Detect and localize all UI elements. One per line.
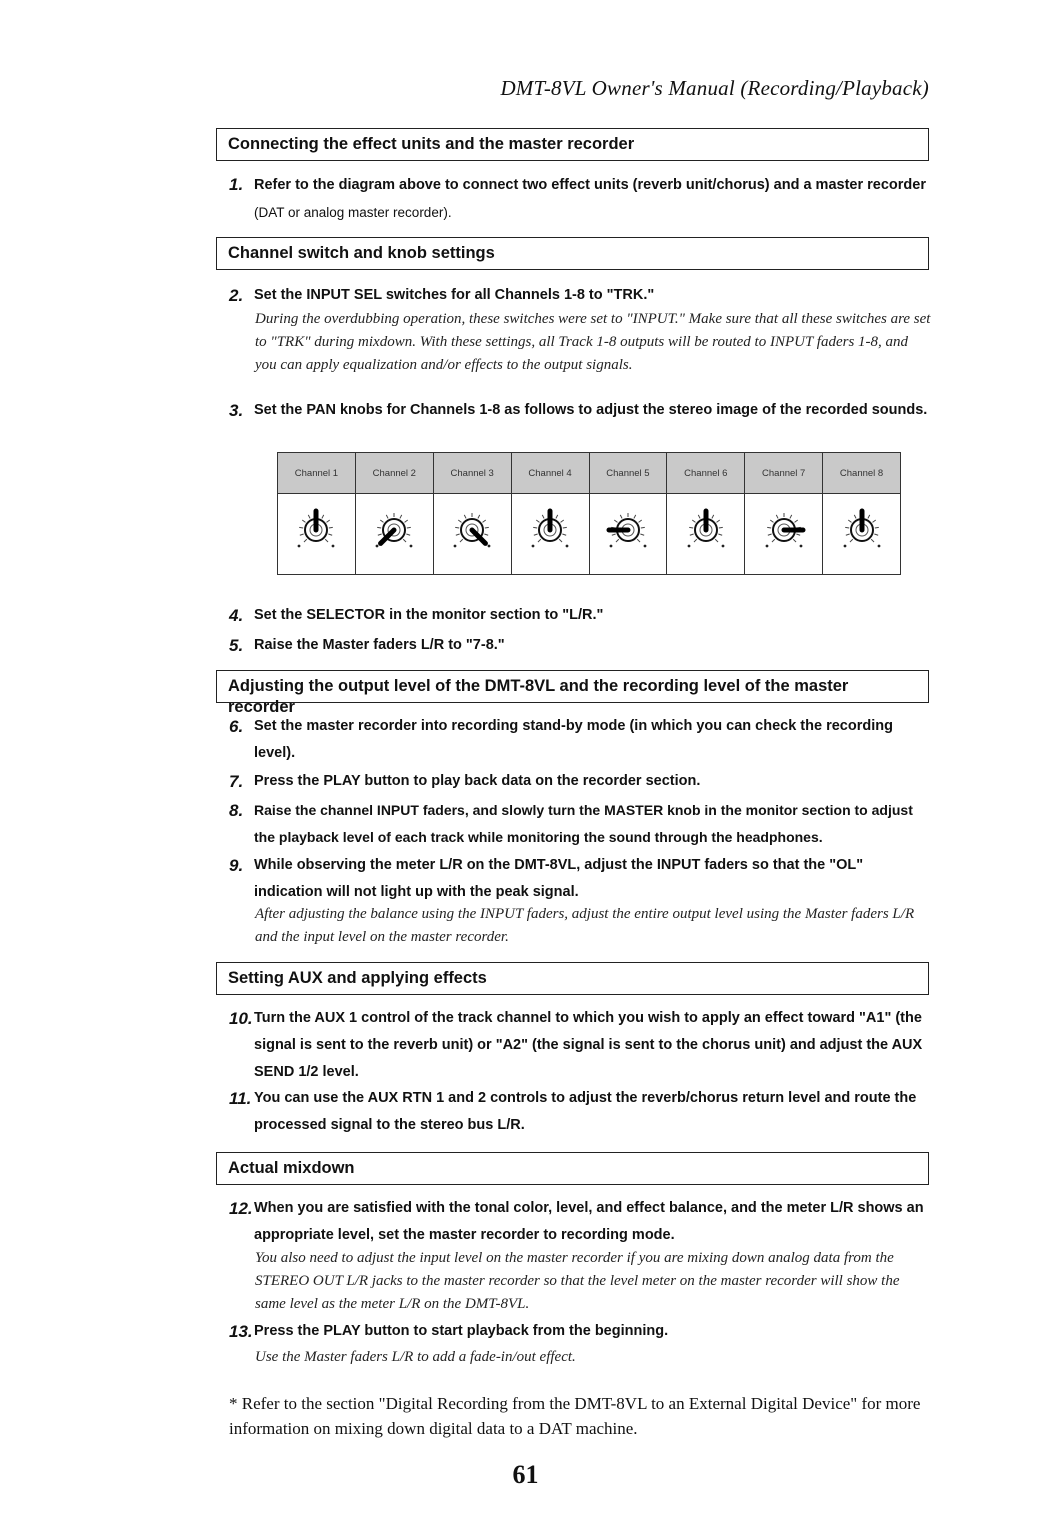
step-text: Press the PLAY button to play back data on the recorder section. xyxy=(254,773,701,789)
pan-knob-cell xyxy=(278,494,356,575)
step-1 xyxy=(229,171,931,227)
section-heading-connecting: Connecting the effect units and the master recorder xyxy=(216,128,929,161)
step-text: While observing the meter L/R on the DMT-8VL, adjust the INPUT faders so that the "OL" indication will not light up with the peak signal. xyxy=(254,857,864,900)
step-text: Set the SELECTOR in the monitor section to "L/R." xyxy=(254,607,604,623)
pan-knob-icon xyxy=(832,500,892,564)
step-number: 9. xyxy=(229,856,244,875)
step-number: 3. xyxy=(229,401,244,420)
channel-header: Channel 8 xyxy=(823,453,901,494)
section-heading-channel-switch: Channel switch and knob settings xyxy=(216,237,929,270)
step-4 xyxy=(229,602,931,629)
step-12 xyxy=(229,1195,931,1249)
section-heading-aux: Setting AUX and applying effects xyxy=(216,962,929,995)
step-text: Turn the AUX 1 control of the track channel to which you wish to apply an effect toward "A1" (the signal is sent to the reverb unit) or "A2" (the signal is sent to the chorus unit) and adjust the AUX SEND 1/2 level. xyxy=(254,1010,923,1080)
step-6 xyxy=(229,713,909,767)
running-header: DMT-8VL Owner's Manual (Recording/Playback) xyxy=(500,76,929,100)
step-number: 8. xyxy=(229,801,244,820)
step-text: Set the INPUT SEL switches for all Channels 1-8 to "TRK." xyxy=(254,287,655,303)
step-number: 12. xyxy=(229,1199,253,1218)
step-number: 11. xyxy=(229,1089,252,1108)
step-number: 6. xyxy=(229,717,244,736)
note-step-2: During the overdubbing operation, these switches were set to "INPUT." Make sure that all these switches are set to "TRK" during mixdown. With these settings, all Track 1-8 outputs will be routed to INPUT faders 1-8, and you can apply equalization and/or effects to the output signals. xyxy=(255,311,931,373)
step-text: Set the PAN knobs for Channels 1-8 as follows to adjust the stereo image of the recorded sounds. xyxy=(254,402,928,418)
pan-knob-cell xyxy=(433,494,511,575)
step-text-light: (DAT or analog master recorder). xyxy=(254,205,452,220)
step-2 xyxy=(229,282,931,309)
step-10 xyxy=(229,1005,931,1086)
footnote: * Refer to the section "Digital Recording from the DMT-8VL to an External Digital Device" for more information on mixing down digital data to a DAT machine. xyxy=(229,1394,921,1438)
channel-header: Channel 6 xyxy=(667,453,745,494)
step-text: When you are satisfied with the tonal color, level, and effect balance, and the meter L/R shows an appropriate level, set the master recorder to recording mode. xyxy=(254,1200,924,1243)
step-text: Refer to the diagram above to connect two effect units (reverb unit/chorus) and a master recorder xyxy=(254,177,926,193)
channel-header: Channel 1 xyxy=(278,453,356,494)
step-text: Raise the channel INPUT faders, and slowly turn the MASTER knob in the monitor section to adjust the playback level of each track while monitoring the sound through the headphones. xyxy=(254,802,913,845)
pan-knob-icon xyxy=(364,500,424,564)
step-number: 13. xyxy=(229,1322,253,1341)
channel-header: Channel 2 xyxy=(355,453,433,494)
pan-knob-cell xyxy=(589,494,667,575)
section-heading-adjusting: Adjusting the output level of the DMT-8VL and the recording level of the master recorder xyxy=(216,670,929,703)
step-11 xyxy=(229,1085,931,1139)
pan-knob-cell xyxy=(667,494,745,575)
pan-knob-table xyxy=(277,452,901,575)
step-text: Set the master recorder into recording stand-by mode (in which you can check the recording level). xyxy=(254,718,893,761)
step-9 xyxy=(229,852,909,906)
page-number: 61 xyxy=(512,1460,539,1489)
note-step-13: Use the Master faders L/R to add a fade-in/out effect. xyxy=(255,1349,576,1365)
step-number: 2. xyxy=(229,286,244,305)
channel-header: Channel 4 xyxy=(511,453,589,494)
pan-knob-icon xyxy=(754,500,814,564)
pan-knob-icon xyxy=(520,500,580,564)
step-text: Press the PLAY button to start playback from the beginning. xyxy=(254,1323,669,1339)
step-5 xyxy=(229,632,931,659)
step-text: Raise the Master faders L/R to "7-8." xyxy=(254,637,505,653)
pan-knob-icon xyxy=(676,500,736,564)
pan-knob-cell xyxy=(823,494,901,575)
step-3 xyxy=(229,397,931,424)
pan-knob-icon xyxy=(442,500,502,564)
channel-header: Channel 7 xyxy=(745,453,823,494)
step-8 xyxy=(229,797,931,851)
note-step-9: After adjusting the balance using the INPUT faders, adjust the entire output level using the Master faders L/R and the input level on the master recorder. xyxy=(255,906,915,945)
step-number: 1. xyxy=(229,175,244,194)
pan-knob-cell xyxy=(355,494,433,575)
pan-knob-icon xyxy=(598,500,658,564)
step-number: 5. xyxy=(229,636,244,655)
step-text: You can use the AUX RTN 1 and 2 controls to adjust the reverb/chorus return level and route the processed signal to the stereo bus L/R. xyxy=(254,1090,917,1133)
step-7 xyxy=(229,768,931,795)
step-number: 10. xyxy=(229,1009,253,1028)
section-heading-mixdown: Actual mixdown xyxy=(216,1152,929,1185)
channel-header: Channel 3 xyxy=(433,453,511,494)
step-number: 7. xyxy=(229,772,244,791)
step-number: 4. xyxy=(229,606,244,625)
pan-knob-cell xyxy=(745,494,823,575)
pan-knob-icon xyxy=(286,500,346,564)
note-step-12: You also need to adjust the input level on the master recorder if you are mixing down analog data from the STEREO OUT L/R jacks to the master recorder so that the level meter on the master recorder will show the same level as the meter L/R on the DMT-8VL. xyxy=(255,1250,900,1312)
channel-header: Channel 5 xyxy=(589,453,667,494)
step-13 xyxy=(229,1318,931,1345)
pan-knob-cell xyxy=(511,494,589,575)
